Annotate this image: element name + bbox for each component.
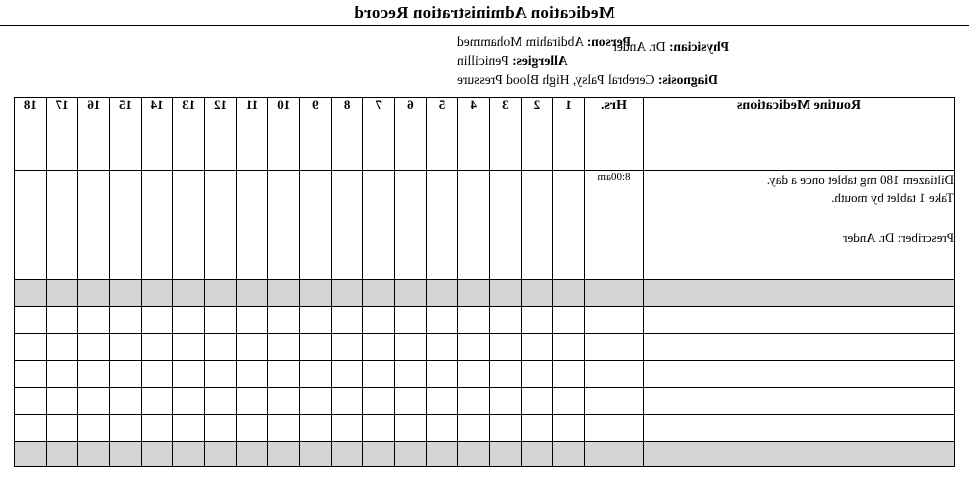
- column-header-day-10: [268, 98, 300, 171]
- day-number: 8: [343, 97, 351, 112]
- day-slot-11[interactable]: [236, 307, 268, 334]
- day-slot-13[interactable]: [173, 307, 205, 334]
- day-slot-14[interactable]: [141, 361, 173, 388]
- day-slot-8[interactable]: [331, 388, 363, 415]
- day-slot-11[interactable]: [236, 334, 268, 361]
- day-slot-6[interactable]: [395, 361, 427, 388]
- day-slot-14[interactable]: [141, 171, 173, 280]
- table-row: [15, 307, 955, 334]
- day-slot-10[interactable]: [268, 307, 300, 334]
- day-slot-5[interactable]: [426, 307, 458, 334]
- day-slot-13[interactable]: [173, 280, 205, 307]
- medication-cell[interactable]: [644, 388, 955, 415]
- day-slot-13[interactable]: [173, 388, 205, 415]
- day-slot-2[interactable]: [521, 280, 553, 307]
- day-slot-1[interactable]: [553, 171, 585, 280]
- day-number: 13: [182, 97, 196, 112]
- day-number: 12: [213, 97, 227, 112]
- day-slot-15[interactable]: [110, 388, 142, 415]
- hours-cell[interactable]: 8:00am: [585, 171, 644, 280]
- day-number: 10: [277, 97, 291, 112]
- day-slot-1[interactable]: [553, 388, 585, 415]
- prescriber-line: Prescriber: Dr. Ander: [843, 230, 954, 245]
- day-slot-17[interactable]: [46, 442, 78, 467]
- day-slot-11[interactable]: [236, 415, 268, 442]
- diagnosis-label: Diagnosis:: [657, 72, 718, 87]
- hours-cell[interactable]: [585, 334, 644, 361]
- grid-body: [15, 171, 955, 467]
- day-slot-4[interactable]: [458, 280, 490, 307]
- day-slot-16[interactable]: [78, 361, 110, 388]
- hours-cell[interactable]: [585, 442, 644, 467]
- day-slot-14[interactable]: [141, 442, 173, 467]
- day-slot-1[interactable]: [553, 415, 585, 442]
- medication-line-1: Diltiazem 180 mg tablet once a day.: [766, 172, 954, 187]
- day-slot-11[interactable]: [236, 361, 268, 388]
- day-slot-17[interactable]: [46, 307, 78, 334]
- medication-cell[interactable]: [644, 361, 955, 388]
- day-slot-9[interactable]: [300, 388, 332, 415]
- medication-cell[interactable]: [644, 171, 955, 280]
- day-slot-15[interactable]: [110, 334, 142, 361]
- person-value: Abdirahim Mohammed: [457, 34, 585, 49]
- medication-cell[interactable]: [644, 334, 955, 361]
- day-slot-10[interactable]: [268, 415, 300, 442]
- day-slot-17[interactable]: [46, 415, 78, 442]
- day-slot-12[interactable]: [205, 361, 237, 388]
- day-slot-4[interactable]: [458, 442, 490, 467]
- day-slot-9[interactable]: [300, 307, 332, 334]
- day-slot-13[interactable]: [173, 334, 205, 361]
- medication-cell[interactable]: [644, 415, 955, 442]
- day-slot-2[interactable]: [521, 334, 553, 361]
- day-slot-5[interactable]: [426, 171, 458, 280]
- day-slot-9[interactable]: [300, 171, 332, 280]
- hours-cell[interactable]: [585, 415, 644, 442]
- day-slot-7[interactable]: [363, 442, 395, 467]
- column-header-day-16: [78, 98, 110, 171]
- day-slot-6[interactable]: [395, 415, 427, 442]
- allergies-label: Allergies:: [512, 53, 568, 68]
- day-number: 7: [375, 97, 382, 112]
- column-header-day-4: [458, 98, 490, 171]
- day-number: 1: [565, 97, 572, 112]
- column-header-day-18: [15, 98, 47, 171]
- day-number: 4: [470, 97, 477, 112]
- physician-value: Dr. Ander: [612, 39, 666, 54]
- day-slot-16[interactable]: [78, 334, 110, 361]
- day-slot-15[interactable]: [110, 361, 142, 388]
- day-slot-8[interactable]: [331, 361, 363, 388]
- column-header-day-9: [300, 98, 332, 171]
- day-slot-15[interactable]: [110, 442, 142, 467]
- column-header-day-12: [205, 98, 237, 171]
- medication-line-2: Take 1 tablet by mouth.: [831, 190, 954, 205]
- column-header-day-13: [173, 98, 205, 171]
- day-slot-2[interactable]: [521, 361, 553, 388]
- day-slot-12[interactable]: [205, 334, 237, 361]
- table-row: [15, 415, 955, 442]
- day-slot-5[interactable]: [426, 442, 458, 467]
- day-number: 17: [55, 97, 69, 112]
- day-slot-15[interactable]: [110, 307, 142, 334]
- day-slot-13[interactable]: [173, 415, 205, 442]
- day-slot-12[interactable]: [205, 171, 237, 280]
- day-number: 3: [502, 97, 509, 112]
- day-slot-14[interactable]: [141, 280, 173, 307]
- day-slot-13[interactable]: [173, 361, 205, 388]
- day-slot-3[interactable]: [490, 171, 522, 280]
- diagnosis-field: [451, 70, 969, 89]
- day-slot-18[interactable]: [15, 307, 47, 334]
- diagnosis-row: [0, 70, 969, 89]
- day-slot-4[interactable]: [458, 171, 490, 280]
- column-header-day-11: [236, 98, 268, 171]
- medication-cell[interactable]: [644, 442, 955, 467]
- day-slot-15[interactable]: [110, 171, 142, 280]
- column-header-day-7: [363, 98, 395, 171]
- day-slot-9[interactable]: [300, 334, 332, 361]
- day-slot-2[interactable]: [521, 307, 553, 334]
- day-slot-16[interactable]: [78, 442, 110, 467]
- table-row: [15, 442, 955, 467]
- day-slot-4[interactable]: [458, 415, 490, 442]
- day-slot-7[interactable]: [363, 280, 395, 307]
- grid-header: [15, 98, 955, 171]
- table-row: [15, 361, 955, 388]
- day-slot-18[interactable]: [15, 442, 47, 467]
- allergies-row: [0, 51, 969, 70]
- day-slot-10[interactable]: [268, 442, 300, 467]
- column-header-day-15: [110, 98, 142, 171]
- medication-cell[interactable]: [644, 307, 955, 334]
- column-header-day-17: [46, 98, 78, 171]
- day-slot-14[interactable]: [141, 388, 173, 415]
- table-row: [15, 280, 955, 307]
- day-slot-3[interactable]: [490, 388, 522, 415]
- day-number: 14: [150, 97, 164, 112]
- physician-label: Physician:: [668, 39, 729, 54]
- hours-cell[interactable]: [585, 361, 644, 388]
- day-slot-18[interactable]: [15, 280, 47, 307]
- day-slot-1[interactable]: [553, 280, 585, 307]
- day-slot-16[interactable]: [78, 171, 110, 280]
- day-number: 9: [312, 97, 319, 112]
- column-header-day-2: [521, 98, 553, 171]
- patient-header-block: [0, 26, 969, 97]
- day-slot-17[interactable]: [46, 334, 78, 361]
- day-number: 18: [23, 97, 37, 112]
- day-slot-6[interactable]: [395, 171, 427, 280]
- day-slot-12[interactable]: [205, 280, 237, 307]
- column-header-day-3: [490, 98, 522, 171]
- day-slot-12[interactable]: [205, 388, 237, 415]
- day-slot-1[interactable]: [553, 334, 585, 361]
- day-slot-13[interactable]: [173, 171, 205, 280]
- day-number: 5: [438, 97, 446, 112]
- day-slot-2[interactable]: [521, 388, 553, 415]
- day-slot-8[interactable]: [331, 280, 363, 307]
- day-slot-13[interactable]: [173, 442, 205, 467]
- day-slot-5[interactable]: [426, 334, 458, 361]
- column-header-hours: Hrs.: [585, 98, 644, 171]
- day-slot-9[interactable]: [300, 361, 332, 388]
- medication-cell[interactable]: [644, 280, 955, 307]
- day-slot-18[interactable]: [15, 361, 47, 388]
- day-slot-14[interactable]: [141, 307, 173, 334]
- day-slot-17[interactable]: [46, 171, 78, 280]
- day-slot-18[interactable]: [15, 334, 47, 361]
- day-slot-3[interactable]: [490, 442, 522, 467]
- table-row: [15, 171, 955, 280]
- day-slot-5[interactable]: [426, 280, 458, 307]
- day-slot-12[interactable]: [205, 307, 237, 334]
- column-header-medications: Routine Medications: [644, 98, 955, 171]
- day-slot-17[interactable]: [46, 388, 78, 415]
- day-slot-12[interactable]: [205, 442, 237, 467]
- page-title: Medication Administration Record: [354, 3, 615, 22]
- day-slot-7[interactable]: [363, 388, 395, 415]
- day-slot-14[interactable]: [141, 334, 173, 361]
- day-slot-18[interactable]: [15, 171, 47, 280]
- header-row: [15, 98, 955, 171]
- day-slot-17[interactable]: [46, 361, 78, 388]
- column-header-day-14: [141, 98, 173, 171]
- column-header-day-6: [395, 98, 427, 171]
- day-slot-4[interactable]: [458, 361, 490, 388]
- day-slot-18[interactable]: [15, 415, 47, 442]
- day-slot-2[interactable]: [521, 415, 553, 442]
- day-slot-16[interactable]: [78, 280, 110, 307]
- day-slot-10[interactable]: [268, 388, 300, 415]
- day-slot-15[interactable]: [110, 415, 142, 442]
- day-number: 11: [245, 97, 259, 112]
- day-slot-2[interactable]: [521, 171, 553, 280]
- day-slot-7[interactable]: [363, 415, 395, 442]
- day-slot-5[interactable]: [426, 361, 458, 388]
- day-slot-3[interactable]: [490, 280, 522, 307]
- day-slot-10[interactable]: [268, 280, 300, 307]
- day-slot-6[interactable]: [395, 334, 427, 361]
- day-slot-18[interactable]: [15, 388, 47, 415]
- day-number: 2: [533, 97, 541, 112]
- day-slot-7[interactable]: [363, 334, 395, 361]
- day-number: 15: [118, 97, 132, 112]
- column-header-day-5: [426, 98, 458, 171]
- day-slot-1[interactable]: [553, 361, 585, 388]
- person-label: Person:: [586, 34, 631, 49]
- day-slot-15[interactable]: [110, 280, 142, 307]
- column-header-day-1: [553, 98, 585, 171]
- day-slot-6[interactable]: [395, 280, 427, 307]
- day-slot-4[interactable]: [458, 388, 490, 415]
- day-slot-5[interactable]: [426, 388, 458, 415]
- day-slot-10[interactable]: [268, 361, 300, 388]
- day-slot-16[interactable]: [78, 388, 110, 415]
- day-slot-2[interactable]: [521, 442, 553, 467]
- hours-cell[interactable]: [585, 307, 644, 334]
- day-slot-11[interactable]: [236, 171, 268, 280]
- day-slot-9[interactable]: [300, 280, 332, 307]
- day-slot-7[interactable]: [363, 361, 395, 388]
- day-slot-4[interactable]: [458, 307, 490, 334]
- day-slot-7[interactable]: [363, 171, 395, 280]
- day-slot-6[interactable]: [395, 442, 427, 467]
- day-number: 16: [87, 97, 101, 112]
- column-header-day-8: [331, 98, 363, 171]
- day-slot-8[interactable]: [331, 307, 363, 334]
- allergies-value: Penicillin: [457, 53, 509, 68]
- day-slot-11[interactable]: [236, 388, 268, 415]
- day-number: 6: [407, 97, 414, 112]
- day-slot-16[interactable]: [78, 307, 110, 334]
- diagnosis-value: Cerebral Palsy, High Blood Pressure: [457, 72, 655, 87]
- day-slot-7[interactable]: [363, 307, 395, 334]
- hours-cell[interactable]: [585, 280, 644, 307]
- day-slot-11[interactable]: [236, 442, 268, 467]
- day-slot-6[interactable]: [395, 307, 427, 334]
- table-row: [15, 388, 955, 415]
- day-slot-8[interactable]: [331, 415, 363, 442]
- physician-field: [612, 37, 729, 56]
- hours-cell[interactable]: [585, 388, 644, 415]
- day-slot-8[interactable]: [331, 171, 363, 280]
- day-slot-8[interactable]: [331, 442, 363, 467]
- day-slot-14[interactable]: [141, 415, 173, 442]
- day-slot-17[interactable]: [46, 280, 78, 307]
- day-slot-12[interactable]: [205, 415, 237, 442]
- day-slot-1[interactable]: [553, 442, 585, 467]
- day-slot-9[interactable]: [300, 415, 332, 442]
- day-slot-16[interactable]: [78, 415, 110, 442]
- table-row: [15, 334, 955, 361]
- day-slot-10[interactable]: [268, 334, 300, 361]
- day-slot-10[interactable]: [268, 171, 300, 280]
- day-slot-9[interactable]: [300, 442, 332, 467]
- day-slot-5[interactable]: [426, 415, 458, 442]
- day-slot-3[interactable]: [490, 361, 522, 388]
- medication-grid: [14, 97, 955, 467]
- day-slot-3[interactable]: [490, 307, 522, 334]
- person-row: [0, 32, 969, 51]
- day-slot-8[interactable]: [331, 334, 363, 361]
- day-slot-3[interactable]: [490, 334, 522, 361]
- day-slot-6[interactable]: [395, 388, 427, 415]
- day-slot-11[interactable]: [236, 280, 268, 307]
- day-slot-4[interactable]: [458, 334, 490, 361]
- day-slot-1[interactable]: [553, 307, 585, 334]
- day-slot-3[interactable]: [490, 415, 522, 442]
